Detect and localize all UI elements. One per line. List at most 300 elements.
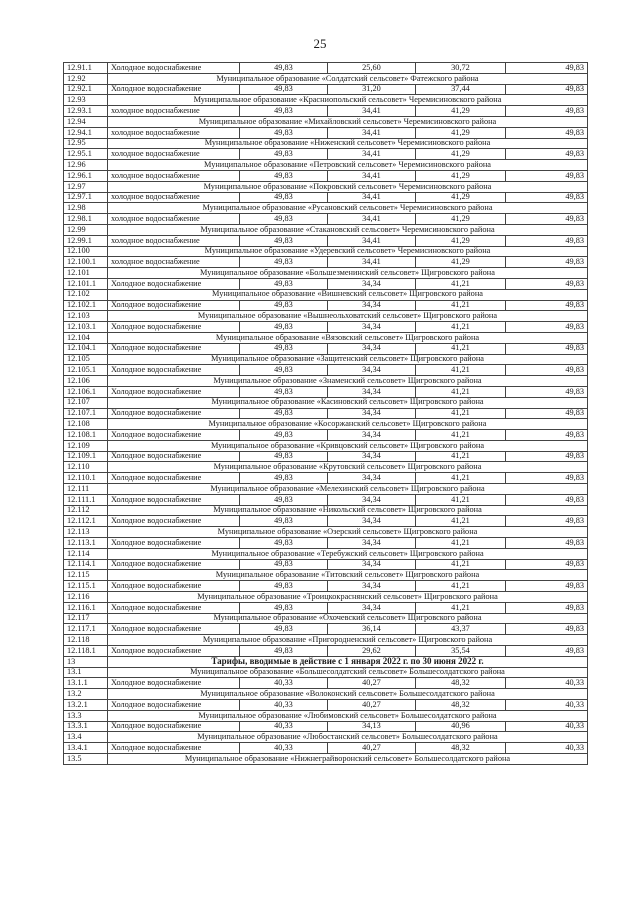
municipality-row bbox=[64, 592, 588, 603]
tariff-row bbox=[64, 559, 588, 570]
tariff-value: 41,21 bbox=[416, 365, 506, 376]
tariff-value: 49,83 bbox=[506, 516, 588, 527]
municipality-row bbox=[64, 570, 588, 581]
row-number: 12.112.1 bbox=[64, 516, 108, 527]
tariff-value: 34,34 bbox=[328, 322, 416, 333]
service-name: Холодное водоснабжение bbox=[108, 624, 240, 635]
row-number: 13.4.1 bbox=[64, 743, 108, 754]
tariff-row bbox=[64, 602, 588, 613]
section-number: 13 bbox=[64, 656, 108, 667]
tariff-value: 40,33 bbox=[240, 700, 328, 711]
tariff-value: 41,21 bbox=[416, 322, 506, 333]
municipality-row bbox=[64, 732, 588, 743]
tariff-value: 49,83 bbox=[240, 430, 328, 441]
tariff-value: 34,34 bbox=[328, 430, 416, 441]
municipality-name: Муниципальное образование «Ниженский сельсовет» Черемисиновского района bbox=[108, 138, 588, 149]
municipality-name: Муниципальное образование «Красниопольский сельсовет» Черемисиновского района bbox=[108, 95, 588, 106]
municipality-name: Муниципальное образование «Солдатский сельсовет» Фатежского района bbox=[108, 73, 588, 84]
municipality-row bbox=[64, 268, 588, 279]
tariff-value: 49,83 bbox=[240, 386, 328, 397]
tariff-value: 40,27 bbox=[328, 743, 416, 754]
municipality-name: Муниципальное образование «Покровский сельсовет» Черемисиновского района bbox=[108, 181, 588, 192]
municipality-name: Муниципальное образование «Любимовский сельсовет» Большесолдатского района bbox=[108, 710, 588, 721]
tariff-value: 30,72 bbox=[416, 63, 506, 74]
municipality-row bbox=[64, 548, 588, 559]
service-name: Холодное водоснабжение bbox=[108, 538, 240, 549]
municipality-row bbox=[64, 484, 588, 495]
tariff-value: 49,83 bbox=[240, 451, 328, 462]
service-name: Холодное водоснабжение bbox=[108, 408, 240, 419]
municipality-name: Муниципальное образование «Защитенский сельсовет» Щигровского района bbox=[108, 354, 588, 365]
row-number: 12.109.1 bbox=[64, 451, 108, 462]
service-name: Холодное водоснабжение bbox=[108, 322, 240, 333]
tariff-value: 41,21 bbox=[416, 494, 506, 505]
row-number: 12.106 bbox=[64, 376, 108, 387]
tariff-value: 49,83 bbox=[240, 365, 328, 376]
row-number: 13.3.1 bbox=[64, 721, 108, 732]
tariff-value: 34,34 bbox=[328, 278, 416, 289]
row-number: 12.95.1 bbox=[64, 149, 108, 160]
service-name: Холодное водоснабжение bbox=[108, 700, 240, 711]
tariff-value: 40,33 bbox=[240, 678, 328, 689]
tariff-value: 49,83 bbox=[240, 170, 328, 181]
municipality-name: Муниципальное образование «Кривцовский сельсовет» Щигровского района bbox=[108, 440, 588, 451]
tariff-value: 41,29 bbox=[416, 214, 506, 225]
row-number: 12.103 bbox=[64, 311, 108, 322]
service-name: холодное водоснабжение bbox=[108, 170, 240, 181]
tariff-value: 40,33 bbox=[506, 678, 588, 689]
row-number: 12.105.1 bbox=[64, 365, 108, 376]
tariff-value: 41,21 bbox=[416, 343, 506, 354]
tariff-row bbox=[64, 235, 588, 246]
row-number: 12.94 bbox=[64, 116, 108, 127]
row-number: 12.115 bbox=[64, 570, 108, 581]
row-number: 13.1 bbox=[64, 667, 108, 678]
row-number: 12.114.1 bbox=[64, 559, 108, 570]
tariff-value: 34,34 bbox=[328, 581, 416, 592]
tariff-value: 49,83 bbox=[240, 538, 328, 549]
municipality-row bbox=[64, 73, 588, 84]
municipality-name: Муниципальное образование «Мелехинский сельсовет» Щигровского района bbox=[108, 484, 588, 495]
row-number: 12.93 bbox=[64, 95, 108, 106]
service-name: Холодное водоснабжение bbox=[108, 300, 240, 311]
tariff-value: 41,29 bbox=[416, 170, 506, 181]
municipality-name: Муниципальное образование «Титовский сельсовет» Щигровского района bbox=[108, 570, 588, 581]
tariff-value: 34,41 bbox=[328, 127, 416, 138]
municipality-name: Муниципальное образование «Большезменинский сельсовет» Щигровского района bbox=[108, 268, 588, 279]
tariff-value: 34,34 bbox=[328, 538, 416, 549]
tariff-row bbox=[64, 63, 588, 74]
tariff-row bbox=[64, 192, 588, 203]
tariff-value: 41,21 bbox=[416, 473, 506, 484]
municipality-name: Муниципальное образование «Крутовский сельсовет» Щигровского района bbox=[108, 462, 588, 473]
row-number: 12.116.1 bbox=[64, 602, 108, 613]
tariff-value: 40,27 bbox=[328, 700, 416, 711]
tariff-value: 49,83 bbox=[506, 106, 588, 117]
row-number: 12.103.1 bbox=[64, 322, 108, 333]
service-name: Холодное водоснабжение bbox=[108, 743, 240, 754]
tariff-value: 40,33 bbox=[506, 721, 588, 732]
tariff-value: 49,83 bbox=[240, 322, 328, 333]
tariff-row bbox=[64, 624, 588, 635]
municipality-row bbox=[64, 95, 588, 106]
tariff-value: 49,83 bbox=[240, 581, 328, 592]
municipality-name: Муниципальное образование «Косоржанский сельсовет» Щигровского района bbox=[108, 419, 588, 430]
tariff-value: 41,29 bbox=[416, 235, 506, 246]
tariff-value: 49,83 bbox=[506, 257, 588, 268]
row-number: 12.92.1 bbox=[64, 84, 108, 95]
row-number: 12.94.1 bbox=[64, 127, 108, 138]
row-number: 12.107.1 bbox=[64, 408, 108, 419]
municipality-row bbox=[64, 419, 588, 430]
tariff-row bbox=[64, 581, 588, 592]
tariff-value: 34,41 bbox=[328, 235, 416, 246]
row-number: 12.117 bbox=[64, 613, 108, 624]
row-number: 12.109 bbox=[64, 440, 108, 451]
service-name: Холодное водоснабжение bbox=[108, 343, 240, 354]
tariff-value: 41,29 bbox=[416, 106, 506, 117]
tariff-row bbox=[64, 84, 588, 95]
row-number: 12.91.1 bbox=[64, 63, 108, 74]
row-number: 12.99.1 bbox=[64, 235, 108, 246]
municipality-name: Муниципальное образование «Касиновский сельсовет» Щигровского района bbox=[108, 397, 588, 408]
municipality-row bbox=[64, 354, 588, 365]
tariff-value: 49,83 bbox=[506, 451, 588, 462]
municipality-name: Муниципальное образование «Нижнеграйворонский сельсовет» Большесолдатского района bbox=[108, 754, 588, 765]
tariff-value: 49,83 bbox=[240, 559, 328, 570]
tariff-row bbox=[64, 700, 588, 711]
row-number: 13.2 bbox=[64, 689, 108, 700]
service-name: холодное водоснабжение bbox=[108, 149, 240, 160]
municipality-name: Муниципальное образование «Удеревский сельсовет» Черемисиновского района bbox=[108, 246, 588, 257]
tariff-value: 49,83 bbox=[506, 235, 588, 246]
municipality-row bbox=[64, 246, 588, 257]
service-name: холодное водоснабжение bbox=[108, 106, 240, 117]
row-number: 12.97.1 bbox=[64, 192, 108, 203]
municipality-name: Муниципальное образование «Озерский сельсовет» Щигровского района bbox=[108, 527, 588, 538]
municipality-row bbox=[64, 635, 588, 646]
row-number: 12.110 bbox=[64, 462, 108, 473]
tariff-value: 49,83 bbox=[506, 365, 588, 376]
service-name: Холодное водоснабжение bbox=[108, 678, 240, 689]
row-number: 12.110.1 bbox=[64, 473, 108, 484]
tariff-value: 34,34 bbox=[328, 300, 416, 311]
tariff-value: 41,21 bbox=[416, 278, 506, 289]
service-name: Холодное водоснабжение bbox=[108, 473, 240, 484]
municipality-row bbox=[64, 689, 588, 700]
row-number: 12.115.1 bbox=[64, 581, 108, 592]
municipality-row bbox=[64, 754, 588, 765]
tariff-row bbox=[64, 494, 588, 505]
tariff-value: 34,34 bbox=[328, 602, 416, 613]
row-number: 12.100 bbox=[64, 246, 108, 257]
tariff-value: 41,29 bbox=[416, 149, 506, 160]
service-name: холодное водоснабжение bbox=[108, 192, 240, 203]
tariff-row bbox=[64, 106, 588, 117]
tariff-value: 49,83 bbox=[506, 624, 588, 635]
tariff-value: 49,83 bbox=[506, 408, 588, 419]
tariff-value: 36,14 bbox=[328, 624, 416, 635]
tariff-value: 41,29 bbox=[416, 257, 506, 268]
tariff-value: 40,33 bbox=[506, 743, 588, 754]
service-name: Холодное водоснабжение bbox=[108, 365, 240, 376]
row-number: 12.113 bbox=[64, 527, 108, 538]
tariff-value: 34,34 bbox=[328, 386, 416, 397]
tariff-value: 49,83 bbox=[240, 106, 328, 117]
tariff-value: 48,32 bbox=[416, 700, 506, 711]
tariff-value: 49,83 bbox=[240, 235, 328, 246]
tariff-value: 34,34 bbox=[328, 494, 416, 505]
tariff-value: 40,96 bbox=[416, 721, 506, 732]
tariff-value: 29,62 bbox=[328, 646, 416, 657]
municipality-name: Муниципальное образование «Стакановский сельсовет» Черемисиновского района bbox=[108, 224, 588, 235]
tariff-row bbox=[64, 538, 588, 549]
tariff-value: 34,34 bbox=[328, 343, 416, 354]
municipality-name: Муниципальное образование «Пригородненский сельсовет» Щигровского района bbox=[108, 635, 588, 646]
row-number: 12.106.1 bbox=[64, 386, 108, 397]
municipality-row bbox=[64, 181, 588, 192]
tariff-value: 49,83 bbox=[506, 63, 588, 74]
tariff-value: 41,21 bbox=[416, 408, 506, 419]
row-number: 12.111 bbox=[64, 484, 108, 495]
tariff-row bbox=[64, 430, 588, 441]
tariff-value: 40,33 bbox=[240, 721, 328, 732]
tariff-value: 49,83 bbox=[240, 516, 328, 527]
tariff-value: 49,83 bbox=[506, 494, 588, 505]
municipality-name: Муниципальное образование «Троицкокраснянский сельсовет» Щигровского района bbox=[108, 592, 588, 603]
row-number: 13.1.1 bbox=[64, 678, 108, 689]
tariff-value: 34,34 bbox=[328, 516, 416, 527]
tariff-row bbox=[64, 365, 588, 376]
tariff-row bbox=[64, 743, 588, 754]
tariff-value: 35,54 bbox=[416, 646, 506, 657]
tariff-value: 49,83 bbox=[240, 343, 328, 354]
tariff-value: 41,21 bbox=[416, 602, 506, 613]
row-number: 12.113.1 bbox=[64, 538, 108, 549]
tariff-value: 49,83 bbox=[506, 278, 588, 289]
tariff-value: 49,83 bbox=[506, 538, 588, 549]
tariff-value: 49,83 bbox=[240, 84, 328, 95]
tariff-value: 49,83 bbox=[240, 192, 328, 203]
tariff-value: 49,83 bbox=[240, 646, 328, 657]
row-number: 13.5 bbox=[64, 754, 108, 765]
municipality-row bbox=[64, 332, 588, 343]
municipality-row bbox=[64, 613, 588, 624]
tariff-value: 49,83 bbox=[506, 127, 588, 138]
row-number: 12.107 bbox=[64, 397, 108, 408]
row-number: 12.98 bbox=[64, 203, 108, 214]
municipality-row bbox=[64, 116, 588, 127]
row-number: 12.97 bbox=[64, 181, 108, 192]
service-name: холодное водоснабжение bbox=[108, 127, 240, 138]
tariff-value: 37,44 bbox=[416, 84, 506, 95]
tariff-value: 34,41 bbox=[328, 257, 416, 268]
tariff-value: 34,34 bbox=[328, 559, 416, 570]
municipality-name: Муниципальное образование «Вязовский сельсовет» Щигровского района bbox=[108, 332, 588, 343]
service-name: Холодное водоснабжение bbox=[108, 516, 240, 527]
tariff-value: 49,83 bbox=[506, 430, 588, 441]
tariff-value: 49,83 bbox=[506, 149, 588, 160]
municipality-row bbox=[64, 311, 588, 322]
tariff-row bbox=[64, 678, 588, 689]
tariff-value: 49,83 bbox=[506, 646, 588, 657]
tariff-value: 34,41 bbox=[328, 106, 416, 117]
tariff-value: 41,21 bbox=[416, 559, 506, 570]
municipality-row bbox=[64, 376, 588, 387]
tariff-value: 31,20 bbox=[328, 84, 416, 95]
tariff-row bbox=[64, 278, 588, 289]
tariff-value: 41,21 bbox=[416, 516, 506, 527]
section-header-row bbox=[64, 656, 588, 667]
row-number: 12.99 bbox=[64, 224, 108, 235]
tariff-value: 49,83 bbox=[240, 408, 328, 419]
tariff-row bbox=[64, 408, 588, 419]
tariff-value: 41,21 bbox=[416, 538, 506, 549]
tariff-value: 34,41 bbox=[328, 170, 416, 181]
tariff-value: 49,83 bbox=[240, 602, 328, 613]
municipality-row bbox=[64, 527, 588, 538]
tariff-value: 34,34 bbox=[328, 408, 416, 419]
tariff-table-body bbox=[64, 63, 588, 765]
tariff-value: 49,83 bbox=[506, 322, 588, 333]
tariff-row bbox=[64, 516, 588, 527]
tariff-value: 34,34 bbox=[328, 451, 416, 462]
tariff-value: 49,83 bbox=[240, 214, 328, 225]
municipality-row bbox=[64, 440, 588, 451]
row-number: 12.93.1 bbox=[64, 106, 108, 117]
tariff-value: 34,13 bbox=[328, 721, 416, 732]
municipality-name: Муниципальное образование «Никольский сельсовет» Щигровского района bbox=[108, 505, 588, 516]
tariff-value: 49,83 bbox=[240, 494, 328, 505]
row-number: 12.92 bbox=[64, 73, 108, 84]
municipality-name: Муниципальное образование «Знаменский сельсовет» Щигровского района bbox=[108, 376, 588, 387]
row-number: 13.3 bbox=[64, 710, 108, 721]
tariff-value: 40,33 bbox=[240, 743, 328, 754]
row-number: 12.108.1 bbox=[64, 430, 108, 441]
tariff-value: 49,83 bbox=[240, 127, 328, 138]
service-name: Холодное водоснабжение bbox=[108, 646, 240, 657]
service-name: холодное водоснабжение bbox=[108, 235, 240, 246]
tariff-value: 41,21 bbox=[416, 300, 506, 311]
row-number: 12.101 bbox=[64, 268, 108, 279]
municipality-row bbox=[64, 505, 588, 516]
row-number: 12.118 bbox=[64, 635, 108, 646]
tariff-row bbox=[64, 170, 588, 181]
municipality-row bbox=[64, 667, 588, 678]
tariff-row bbox=[64, 646, 588, 657]
municipality-name: Муниципальное образование «Русановский сельсовет» Черемисиновского района bbox=[108, 203, 588, 214]
row-number: 13.4 bbox=[64, 732, 108, 743]
tariff-value: 49,83 bbox=[506, 84, 588, 95]
tariff-table bbox=[63, 62, 588, 765]
service-name: Холодное водоснабжение bbox=[108, 386, 240, 397]
tariff-value: 49,83 bbox=[240, 257, 328, 268]
tariff-row bbox=[64, 343, 588, 354]
municipality-row bbox=[64, 462, 588, 473]
tariff-value: 49,83 bbox=[240, 473, 328, 484]
row-number: 12.96 bbox=[64, 160, 108, 171]
municipality-name: Муниципальное образование «Вышнеольховатский сельсовет» Щигровского района bbox=[108, 311, 588, 322]
municipality-name: Муниципальное образование «Петровский сельсовет» Черемисиновского района bbox=[108, 160, 588, 171]
tariff-value: 48,32 bbox=[416, 743, 506, 754]
row-number: 12.105 bbox=[64, 354, 108, 365]
municipality-name: Муниципальное образование «Теребужский сельсовет» Щигровского района bbox=[108, 548, 588, 559]
row-number: 12.95 bbox=[64, 138, 108, 149]
municipality-row bbox=[64, 138, 588, 149]
row-number: 12.108 bbox=[64, 419, 108, 430]
municipality-row bbox=[64, 224, 588, 235]
service-name: Холодное водоснабжение bbox=[108, 581, 240, 592]
municipality-row bbox=[64, 710, 588, 721]
tariff-value: 34,41 bbox=[328, 214, 416, 225]
municipality-name: Муниципальное образование «Большесолдатский сельсовет» Большесолдатского района bbox=[108, 667, 588, 678]
tariff-value: 41,21 bbox=[416, 581, 506, 592]
tariff-row bbox=[64, 451, 588, 462]
service-name: Холодное водоснабжение bbox=[108, 721, 240, 732]
row-number: 12.104.1 bbox=[64, 343, 108, 354]
tariff-value: 48,32 bbox=[416, 678, 506, 689]
row-number: 12.114 bbox=[64, 548, 108, 559]
tariff-row bbox=[64, 300, 588, 311]
tariff-value: 34,41 bbox=[328, 149, 416, 160]
tariff-value: 40,27 bbox=[328, 678, 416, 689]
tariff-value: 49,83 bbox=[240, 624, 328, 635]
tariff-value: 49,83 bbox=[506, 343, 588, 354]
tariff-row bbox=[64, 322, 588, 333]
row-number: 12.98.1 bbox=[64, 214, 108, 225]
row-number: 12.116 bbox=[64, 592, 108, 603]
tariff-value: 25,60 bbox=[328, 63, 416, 74]
tariff-value: 34,34 bbox=[328, 473, 416, 484]
service-name: Холодное водоснабжение bbox=[108, 63, 240, 74]
service-name: холодное водоснабжение bbox=[108, 257, 240, 268]
tariff-row bbox=[64, 149, 588, 160]
service-name: Холодное водоснабжение bbox=[108, 430, 240, 441]
tariff-value: 34,34 bbox=[328, 365, 416, 376]
tariff-value: 49,83 bbox=[506, 214, 588, 225]
tariff-value: 49,83 bbox=[240, 63, 328, 74]
municipality-name: Муниципальное образование «Вишневский сельсовет» Щигровского района bbox=[108, 289, 588, 300]
row-number: 12.118.1 bbox=[64, 646, 108, 657]
tariff-value: 43,37 bbox=[416, 624, 506, 635]
row-number: 12.111.1 bbox=[64, 494, 108, 505]
tariff-value: 49,83 bbox=[506, 602, 588, 613]
tariff-row bbox=[64, 386, 588, 397]
tariff-value: 49,83 bbox=[240, 149, 328, 160]
tariff-value: 41,29 bbox=[416, 192, 506, 203]
municipality-name: Муниципальное образование «Михайловский сельсовет» Черемисиновского района bbox=[108, 116, 588, 127]
tariff-value: 49,83 bbox=[240, 278, 328, 289]
row-number: 12.102 bbox=[64, 289, 108, 300]
tariff-value: 49,83 bbox=[506, 300, 588, 311]
tariff-row bbox=[64, 214, 588, 225]
service-name: Холодное водоснабжение bbox=[108, 602, 240, 613]
municipality-name: Муниципальное образование «Охочевский сельсовет» Щигровского района bbox=[108, 613, 588, 624]
section-title: Тарифы, вводимые в действие с 1 января 2022 г. по 30 июня 2022 г. bbox=[108, 656, 588, 667]
tariff-row bbox=[64, 257, 588, 268]
municipality-row bbox=[64, 160, 588, 171]
municipality-row bbox=[64, 203, 588, 214]
municipality-name: Муниципальное образование «Любостанский сельсовет» Большесолдатского района bbox=[108, 732, 588, 743]
row-number: 12.101.1 bbox=[64, 278, 108, 289]
service-name: Холодное водоснабжение bbox=[108, 451, 240, 462]
municipality-row bbox=[64, 289, 588, 300]
tariff-row bbox=[64, 721, 588, 732]
tariff-value: 49,83 bbox=[240, 300, 328, 311]
service-name: Холодное водоснабжение bbox=[108, 559, 240, 570]
tariff-value: 41,21 bbox=[416, 430, 506, 441]
tariff-value: 40,33 bbox=[506, 700, 588, 711]
